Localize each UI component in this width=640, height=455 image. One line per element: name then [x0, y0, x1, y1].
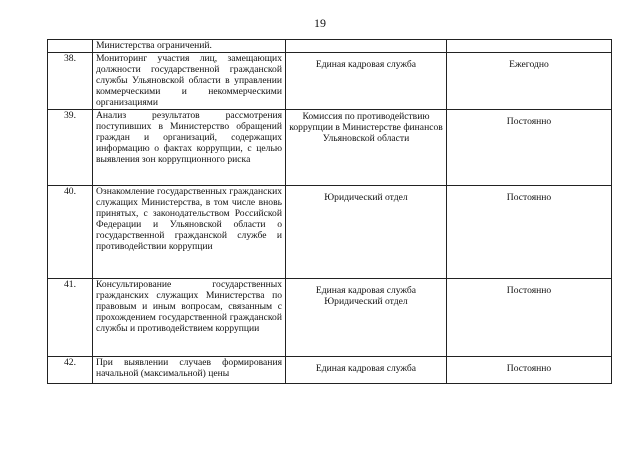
page-number: 19 — [314, 16, 326, 30]
table-row-continuation — [48, 40, 612, 53]
row-number: 40. — [48, 186, 93, 279]
row-number: 42. — [48, 357, 93, 384]
row-term: Постоянно — [447, 279, 612, 357]
row-description: Министерства ограничений. — [93, 40, 286, 53]
row-executor: Единая кадровая служба — [286, 357, 447, 384]
row-term — [447, 40, 612, 53]
row-executor: Единая кадровая служба — [286, 53, 447, 110]
row-description: Анализ результатов рассмотрения поступивших в Министерство обращений граждан и организаций, содержащих информацию о фактах коррупции, с целью выявления зон коррупционного риска — [93, 110, 286, 186]
row-description: Ознакомление государственных гражданских служащих Министерства, в том числе вновь принятых, с законодательством Российской Федерации и Ульяновской области о государственной гражданской службе и противодействии коррупции — [93, 186, 286, 279]
row-number: 41. — [48, 279, 93, 357]
row-number: 38. — [48, 53, 93, 110]
row-executor: Комиссия по противодействию коррупции в Министерстве финансов Ульяновской области — [286, 110, 447, 186]
row-description: Консультирование государственных гражданских служащих Министерства по правовым и иным вопросам, связанным с прохождением государственной гражданской службы и противодействием коррупции — [93, 279, 286, 357]
row-term: Постоянно — [447, 357, 612, 384]
row-term: Постоянно — [447, 110, 612, 186]
row-term: Ежегодно — [447, 53, 612, 110]
table-row — [48, 357, 612, 384]
table-row — [48, 279, 612, 357]
row-executor: Единая кадровая служба Юридический отдел — [286, 279, 447, 357]
table-row — [48, 110, 612, 186]
row-description: Мониторинг участия лиц, замещающих должности государственной гражданской службы Ульяновской области в управлении коммерческими и некоммерческими организациями — [93, 53, 286, 110]
row-term: Постоянно — [447, 186, 612, 279]
row-description: При выявлении случаев формирования начальной (максимальной) цены — [93, 357, 286, 384]
table-row — [48, 53, 612, 110]
table-row — [48, 186, 612, 279]
row-executor: Юридический отдел — [286, 186, 447, 279]
row-executor — [286, 40, 447, 53]
row-number — [48, 40, 93, 53]
measures-table — [47, 39, 612, 384]
row-number: 39. — [48, 110, 93, 186]
